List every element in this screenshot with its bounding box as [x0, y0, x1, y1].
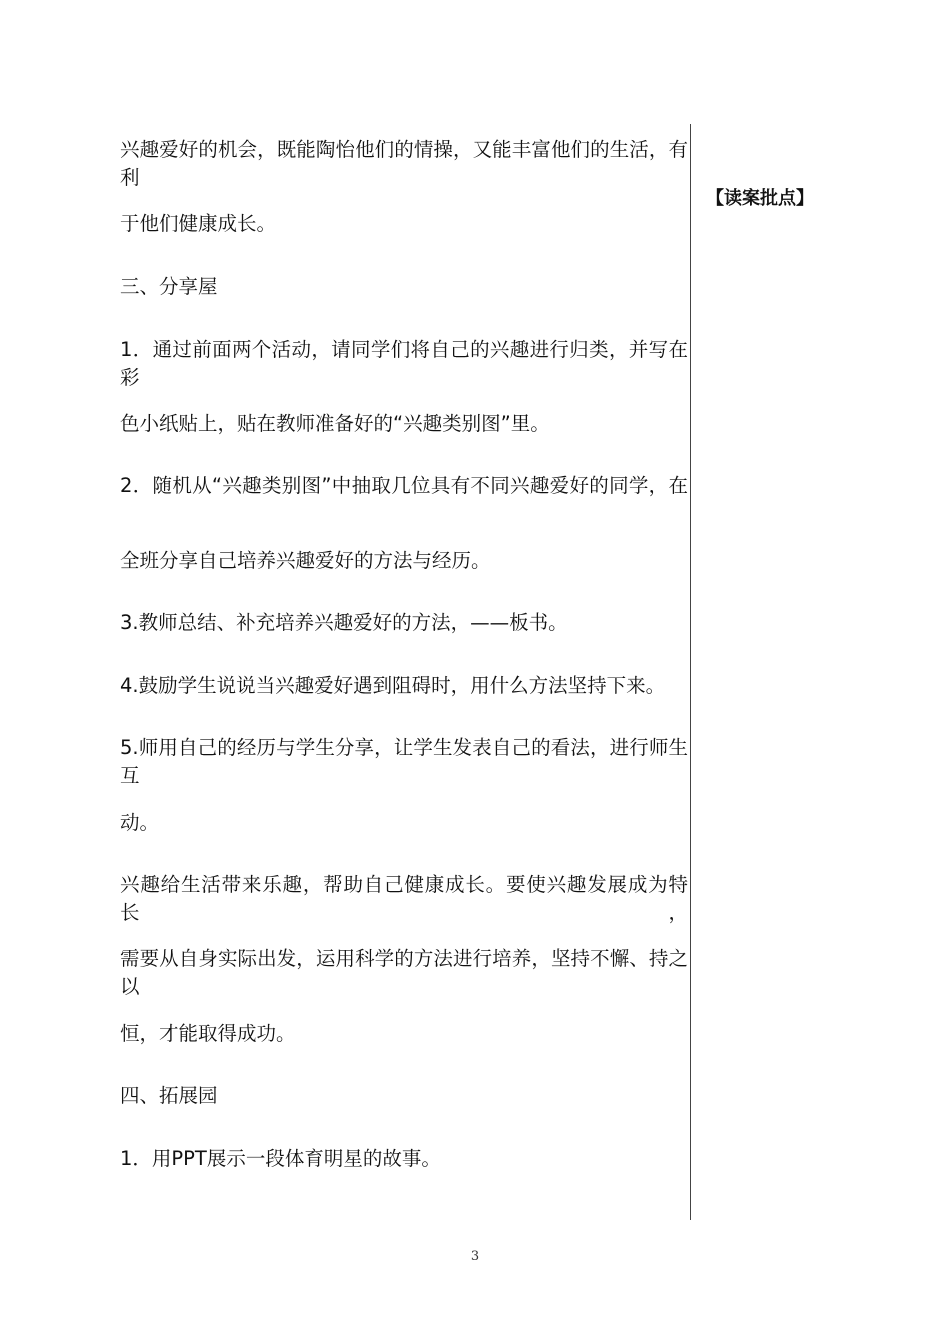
- body-line: 兴趣爱好的机会，既能陶怡他们的情操，又能丰富他们的生活，有利: [120, 138, 688, 189]
- section-heading: 四、拓展园: [120, 1084, 218, 1107]
- section-heading: 三、分享屋: [120, 275, 218, 298]
- body-line: 于他们健康成长。: [120, 212, 277, 235]
- body-line: 1．用PPT展示一段体育明星的故事。: [120, 1147, 441, 1170]
- body-line: 5.师用自己的经历与学生分享，让学生发表自己的看法，进行师生互: [120, 736, 688, 787]
- sidebar-title: 【读案批点】: [706, 188, 814, 209]
- body-line: 全班分享自己培养兴趣爱好的方法与经历。: [120, 549, 491, 572]
- column-divider: [690, 124, 691, 1220]
- body-line: 色小纸贴上，贴在教师准备好的“兴趣类别图”里。: [120, 412, 550, 435]
- body-line: 需要从自身实际出发，运用科学的方法进行培养，坚持不懈、持之以: [120, 947, 688, 998]
- page-number: 3: [470, 1249, 480, 1264]
- body-line: 兴趣给生活带来乐趣，帮助自己健康成长。要使兴趣发展成为特长，: [120, 873, 688, 924]
- body-line: 恒，才能取得成功。: [120, 1022, 296, 1045]
- body-line: 动。: [120, 811, 160, 834]
- body-line: 2．随机从“兴趣类别图”中抽取几位具有不同兴趣爱好的同学，在: [120, 474, 688, 497]
- body-line: 4.鼓励学生说说当兴趣爱好遇到阻碍时，用什么方法坚持下来。: [120, 674, 666, 697]
- body-line: 1．通过前面两个活动，请同学们将自己的兴趣进行归类，并写在彩: [120, 338, 688, 389]
- body-line: 3.教师总结、补充培养兴趣爱好的方法，——板书。: [120, 611, 568, 634]
